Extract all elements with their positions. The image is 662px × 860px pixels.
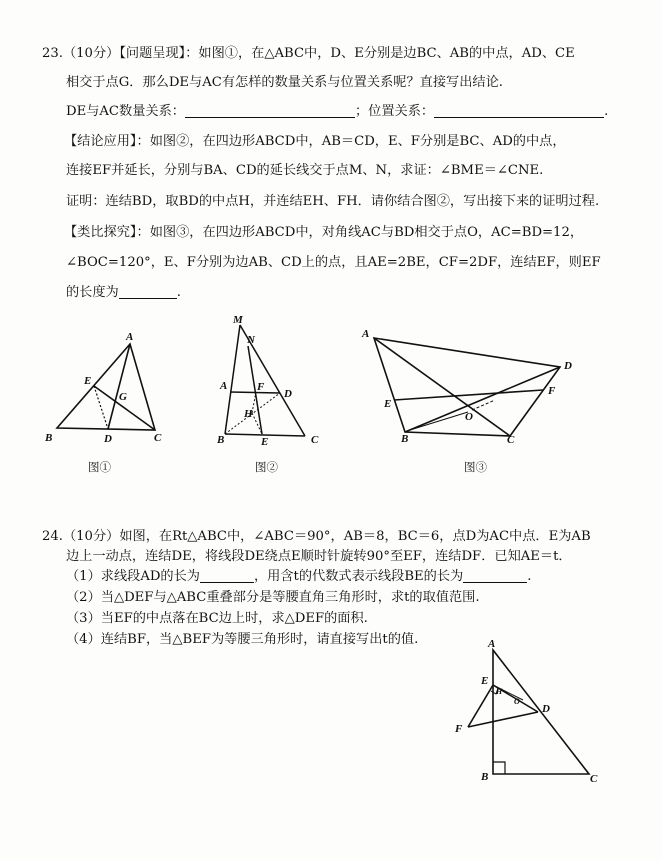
fig2-segment-bd xyxy=(225,393,280,434)
q23-line-9 xyxy=(66,284,181,302)
ad-length-blank[interactable] xyxy=(200,568,254,583)
fig3-label-e: E xyxy=(384,398,392,410)
fig2-label-m: M xyxy=(233,314,243,326)
fig2-segment-he xyxy=(252,413,262,434)
fig1-label-a: A xyxy=(126,331,134,343)
fig2-label-f: F xyxy=(257,381,265,393)
fig3-caption: 图③ xyxy=(464,460,487,474)
fig2-caption: 图② xyxy=(255,460,278,474)
fig3-label-c: C xyxy=(507,434,515,446)
fig2-label-n: N xyxy=(247,334,255,346)
fig2-label-c: C xyxy=(311,434,319,446)
fig3-diagonal-bd xyxy=(405,367,560,432)
q23-line-1 xyxy=(42,45,575,63)
q23-text-5: 连接EF并延长，分别与BA、CD的延长线交于点M、N，求证：∠BME＝∠CNE. xyxy=(66,163,544,178)
fig3-segment-bo-aux xyxy=(410,412,468,430)
fig4-label-c: C xyxy=(590,773,598,785)
fig3-label-a: A xyxy=(362,328,370,340)
q24-text-1: 24.（10分）如图，在Rt△ABC中，∠ABC＝90°，AB＝8，BC＝6，点D为AC中点．E为AB xyxy=(42,529,591,544)
fig3-label-d: D xyxy=(564,360,572,372)
fig3-label-f: F xyxy=(548,385,556,397)
q23-position-label: ；位置关系： xyxy=(354,104,435,119)
fig2-line-mb xyxy=(225,325,240,434)
q24-text-4: （2）当△DEF与△ABC重叠部分是等腰直角三角形时，求t的取值范围. xyxy=(66,590,480,605)
fig4-rotation-mark xyxy=(491,688,498,694)
fig1-label-g: G xyxy=(119,391,127,403)
quantity-relation-blank[interactable] xyxy=(185,103,355,118)
q24-text-5: （3）当EF的中点落在BC边上时，求△DEF的面积. xyxy=(66,611,368,626)
q23-line-4 xyxy=(64,133,566,151)
ef-length-blank[interactable] xyxy=(119,284,177,299)
fig4-right-angle-mark xyxy=(493,762,505,774)
q23-line-3 xyxy=(66,103,608,121)
fig3-quadrilateral-abcd xyxy=(374,338,560,436)
q24-line-4 xyxy=(66,589,480,607)
q23-text-7: 【类比探究】：如图③，在四边形ABCD中，对角线AC与BD相交于点O，AC=BD=12， xyxy=(64,225,584,240)
fig1-segment-ad xyxy=(108,344,130,429)
q24-line-3 xyxy=(66,568,531,586)
be-expression-blank[interactable] xyxy=(463,568,527,583)
fig1-label-c: C xyxy=(154,432,162,444)
q23-text-4: 【结论应用】：如图②，在四边形ABCD中，AB＝CD，E、F分别是BC、AD的中点， xyxy=(64,134,566,149)
q24-line-1 xyxy=(42,528,591,546)
q23-line-2 xyxy=(66,74,503,92)
q24-line-6 xyxy=(66,631,418,649)
q23-line-8 xyxy=(66,254,601,272)
fig1-label-b: B xyxy=(45,432,53,444)
q23-text-6: 证明：连结BD，取BD的中点H，并连结EH、FH．请你结合图②，写出接下来的证明过程. xyxy=(66,194,600,209)
fig2-label-a: A xyxy=(220,380,228,392)
q24-ad-label: （1）求线段AD的长为 xyxy=(66,569,200,584)
fig1-segment-ce xyxy=(94,386,155,430)
q23-line-7 xyxy=(64,224,583,242)
fig2-label-e: E xyxy=(261,436,269,448)
q24-text-2: 边上一动点，连结DE，将线段DE绕点E顺时针旋转90°至EF，连结DF．已知AE＝t． xyxy=(66,549,572,564)
q24-be-label: ，用含t的代数式表示线段BE的长为 xyxy=(254,569,464,584)
fig4-segment-eo xyxy=(493,685,523,700)
fig2-segment-hf xyxy=(252,392,256,413)
fig4-label-h: H xyxy=(496,687,503,696)
q23-text-1: 23.（10分）【问题呈现】：如图①，在△ABC中，D、E分别是边BC、AB的中点，AD、CE xyxy=(42,46,575,61)
q24-line-2 xyxy=(66,548,572,566)
q24-text-6: （4）连结BF，当△BEF为等腰三角形时，请直接写出t的值. xyxy=(66,632,419,647)
fig2-label-d: D xyxy=(284,388,292,400)
q23-text-8: ∠BOC=120°，E、F分别为边AB、CD上的点，且AE=2BE，CF=2DF，连结EF，则EF xyxy=(66,255,601,270)
fig3-label-o: O xyxy=(465,411,473,423)
q23-text-2: 相交于点G．那么DE与AC有怎样的数量关系与位置关系呢？直接写出结论. xyxy=(66,75,503,90)
fig4-triangle-abc xyxy=(493,650,589,774)
fig2-line-mc xyxy=(240,325,305,436)
q24-period: . xyxy=(527,569,532,584)
fig2-label-h: H xyxy=(244,408,253,420)
fig2-segment-ne xyxy=(248,346,262,434)
fig3-diagonal-ac xyxy=(374,338,510,436)
fig4-label-b: B xyxy=(481,771,489,783)
fig1-label-d: D xyxy=(104,433,112,445)
fig4-label-e: E xyxy=(481,675,489,687)
q23-relation-label: DE与AC数量关系： xyxy=(66,104,185,119)
q23-line-5 xyxy=(66,162,543,180)
fig4-label-f: F xyxy=(455,723,463,735)
fig3-label-b: B xyxy=(401,433,409,445)
q23-line-6 xyxy=(66,193,599,211)
fig1-triangle-abc xyxy=(57,344,155,430)
q23-period: . xyxy=(604,104,609,119)
fig4-segment-ef xyxy=(468,685,493,727)
fig2-segment-ad xyxy=(230,392,280,393)
q23-end: . xyxy=(176,285,181,300)
fig1-caption: 图① xyxy=(88,460,111,474)
fig3-dashed-aux xyxy=(472,400,495,410)
fig1-label-e: E xyxy=(84,375,92,387)
fig1-segment-de xyxy=(94,386,108,429)
fig4-label-d: D xyxy=(542,703,550,715)
position-relation-blank[interactable] xyxy=(434,103,604,118)
fig2-label-b: B xyxy=(217,434,225,446)
fig2-segment-bc xyxy=(225,434,305,436)
q24-line-5 xyxy=(66,610,368,628)
fig3-segment-ef xyxy=(394,390,543,400)
fig4-label-a: A xyxy=(488,638,496,650)
fig4-segment-fd xyxy=(468,712,538,727)
q23-length-label: 的长度为 xyxy=(66,285,119,300)
fig4-segment-ed xyxy=(493,685,538,712)
fig4-label-o: O xyxy=(514,697,520,706)
